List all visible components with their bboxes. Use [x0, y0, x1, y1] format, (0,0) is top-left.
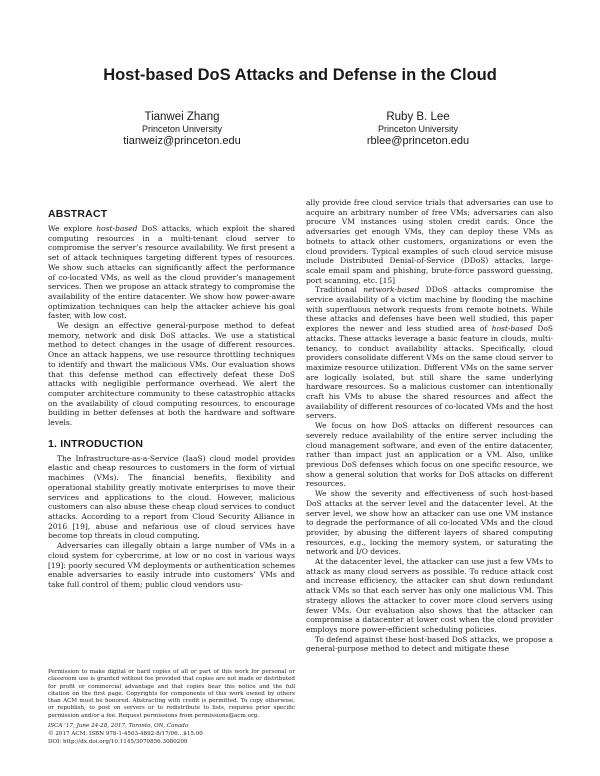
intro-paragraph-6: We show the severity and effectiveness of such host-based DoS attacks at the server level and the datacenter level. At the server level, we show how an attacker can use one VM instance to degrade the performance of all co-located VMs and the cloud provider, by abusing the different layers of shared computing resources, e.g., locking the memory system, or saturating the network and I/O devices.	[306, 489, 553, 557]
author-block-1	[62, 110, 302, 148]
author-block-2	[298, 110, 538, 148]
doi-line: DOI: http://dx.doi.org/10.1145/3079856.3080209	[48, 739, 188, 746]
copyright-line: © 2017 ACM. ISBN 978-1-4503-4892-8/17/06…$15.00	[48, 731, 203, 738]
intro-paragraph-3: ally provide free cloud service trials that adversaries can use to acquire an arbitrary number of free VMs; adversaries can also procure VM instances using stolen credit cards. Once the adversaries get enough VMs, they can deploy these VMs as botnets to attack other customers, organizations or even the cloud providers. Typical examples of such cloud service misuse include Distributed Denial-of-Service (DDoS) attacks, large-scale email spam and phishing, brute-force password guessing, port scanning, etc. [15]	[306, 198, 553, 285]
venue-line: ISCA ’17, June 24-28, 2017, Toronto, ON, Canada	[48, 723, 189, 730]
abstract-heading: ABSTRACT	[48, 208, 108, 220]
intro-paragraph-8: To defend against these host-based DoS attacks, we propose a general-purpose method to detect and mitigate these	[306, 634, 553, 654]
author-name: Ruby B. Lee	[386, 111, 450, 123]
abstract-paragraph-2: We design an effective general-purpose method to defeat memory, network and disk DoS attacks. We use a statistical method to detect changes in the usage of different resources. Once an attack happens, we use resource throttling techniques to identify and thwart the malicious VMs. Our evaluation shows that this defense method can effectively defeat these DoS attacks with negligible performance overhead. We alert the computer architecture community to these catastrophic attacks on the availability of cloud computing resources, to encourage building in better defenses at both the hardware and software levels.	[48, 321, 295, 428]
author-email: rblee@princeton.edu	[366, 135, 470, 147]
intro-paragraph-4: Traditional network-based DDoS attacks compromise the service availability of a victim machine by flooding the machine with superfluous network requests from remote botnets. While these attacks and defenses have been well studied, this paper explores the newer and less studied area of host-based DoS attacks. These attacks leverage a basic feature in clouds, multi-tenancy, to conduct availability attacks. Specifically, cloud providers consolidate different VMs on the same cloud server to maximize resource utilization. Different VMs on the same server are logically isolated, but still share the same underlying hardware resources. So a malicious customer can intentionally craft his VMs to abuse the shared resources and affect the availability of different resources of co-located VMs and the host servers.	[306, 285, 553, 421]
author-affiliation: Princeton University	[141, 124, 223, 134]
author-name: Tianwei Zhang	[144, 111, 220, 123]
left-column	[48, 208, 295, 590]
permission-footnote	[48, 669, 295, 746]
intro-paragraph-2: Adversaries can illegally obtain a large number of VMs in a cloud system for cybercrime, at low or no cost in various ways [19]: poorly secured VM deployments or authentication schemes enable adversaries to easily intrude into customers’ VMs and take full control of them; public cloud vendors usu-	[48, 541, 295, 589]
permission-text: Permission to make digital or hard copies of all or part of this work for personal or classroom use is granted without fee provided that copies are not made or distributed for profit or commercial advantage and that copies bear this notice and the full citation on the first page. Copyrights for components of this work owned by others than ACM must be honored. Abstracting with credit is permitted. To copy otherwise, or republish, to post on servers or to redistribute to lists, requires prior specific permission and/or a fee. Request permissions from permissions@acm.org.	[48, 669, 295, 719]
author-affiliation: Princeton University	[377, 124, 459, 134]
abstract-paragraph-1: We explore host-based DoS attacks, which exploit the shared computing resources in a multi-tenant cloud server to compromise the server’s resource availability. We first present a set of attack techniques targeting different types of resources. We show such attacks can significantly affect the performance of co-located VMs, as well as the cloud provider’s management services. Then we propose an attack strategy to compromise the availability of the entire datacenter. We show how power-aware optimization techniques can help the attacker achieve his goal faster, with low cost.	[48, 224, 295, 321]
author-email: tianweiz@princeton.edu	[123, 135, 241, 147]
introduction-heading: 1. INTRODUCTION	[48, 437, 144, 450]
paper-title: Host-based DoS Attacks and Defense in the Cloud	[103, 66, 497, 84]
intro-paragraph-5: We focus on how DoS attacks on different resources can severely reduce availability of the entire server including the cloud management software, and even of the entire datacenter, rather than impact just an application or a VM. Also, unlike previous DoS defenses which focus on one specific resource, we show a general solution that works for DoS attacks on different resources.	[306, 421, 553, 489]
intro-paragraph-1: The Infrastructure-as-a-Service (IaaS) cloud model provides elastic and cheap resources to customers in the form of virtual machines (VMs). The financial benefits, flexibility and operational stability greatly motivate enterprises to move their services and applications to the cloud. However, malicious customers can also abuse these cheap cloud services to conduct attacks. According to a report from Cloud Security Alliance in 2016 [19], abuse and nefarious use of cloud services have become top threats in cloud computing.	[48, 453, 295, 541]
intro-paragraph-7: At the datacenter level, the attacker can use just a few VMs to attack as many cloud servers as possible. To reduce attack cost and increase efficiency, the attacker can shut down redundant attack VMs so that each server has only one malicious VM. This strategy allows the attacker to cover more cloud servers using fewer VMs. Our evaluation also shows that the attacker can compromise a datacenter at lower cost when the cloud provider employs more power-efficient scheduling policies.	[306, 557, 553, 634]
right-column	[306, 198, 553, 654]
